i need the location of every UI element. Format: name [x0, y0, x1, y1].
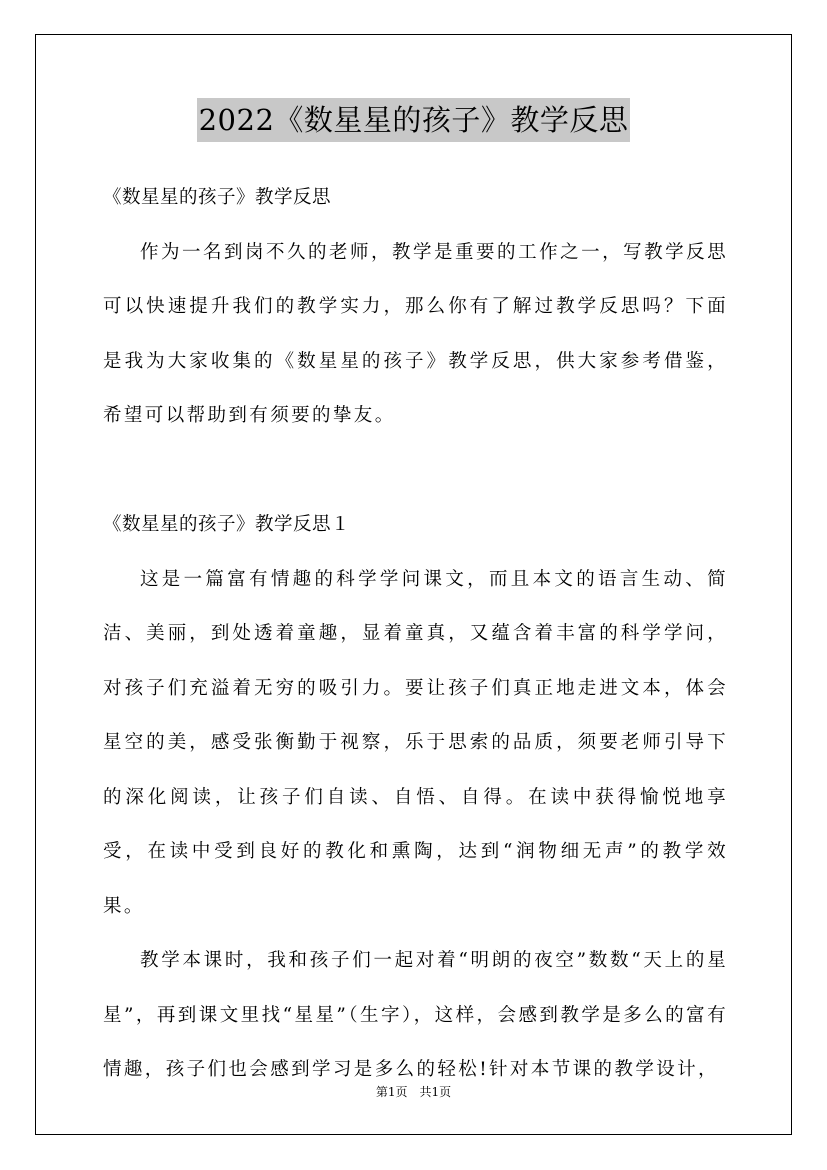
title-container — [0, 98, 827, 142]
body-paragraph-2: 教学本课时，我和孩子们一起对着“明朗的夜空”数数“天上的星星”，再到课文里找“星星”（生字），这样，会感到教学是多么的富有情趣，孩子们也会感到学习是多么的轻松!针对本节课的教学设计， — [103, 950, 728, 1080]
document-body — [103, 171, 728, 1098]
subtitle: 《数星星的孩子》教学反思 — [103, 187, 332, 208]
blank-line — [103, 444, 728, 499]
page-footer — [0, 1083, 827, 1101]
intro-paragraph: 作为一名到岗不久的老师，教学是重要的工作之一，写教学反思可以快速提升我们的教学实力，那么你有了解过教学反思吗？下面是我为大家收集的《数星星的孩子》教学反思，供大家参考借鉴，希望可以帮助到有须要的挚友。 — [103, 241, 728, 426]
page-number: 第1页 — [375, 1085, 408, 1099]
body-paragraph-1: 这是一篇富有情趣的科学学问课文，而且本文的语言生动、简洁、美丽，到处透着童趣，显着童真，又蕴含着丰富的科学学问，对孩子们充溢着无穷的吸引力。要让孩子们真正地走进文本，体会星空的美，感受张衡勤于视察，乐于思索的品质，须要老师引导下的深化阅读，让孩子们自读、自悟、自得。在读中获得愉悦地享受，在读中受到良好的教化和熏陶，达到“润物细无声”的教学效果。 — [103, 568, 728, 917]
section-heading: 《数星星的孩子》教学反思１ — [103, 514, 351, 535]
document-title: 2022《数星星的孩子》教学反思 — [197, 98, 631, 142]
page-total: 共1页 — [419, 1085, 452, 1099]
